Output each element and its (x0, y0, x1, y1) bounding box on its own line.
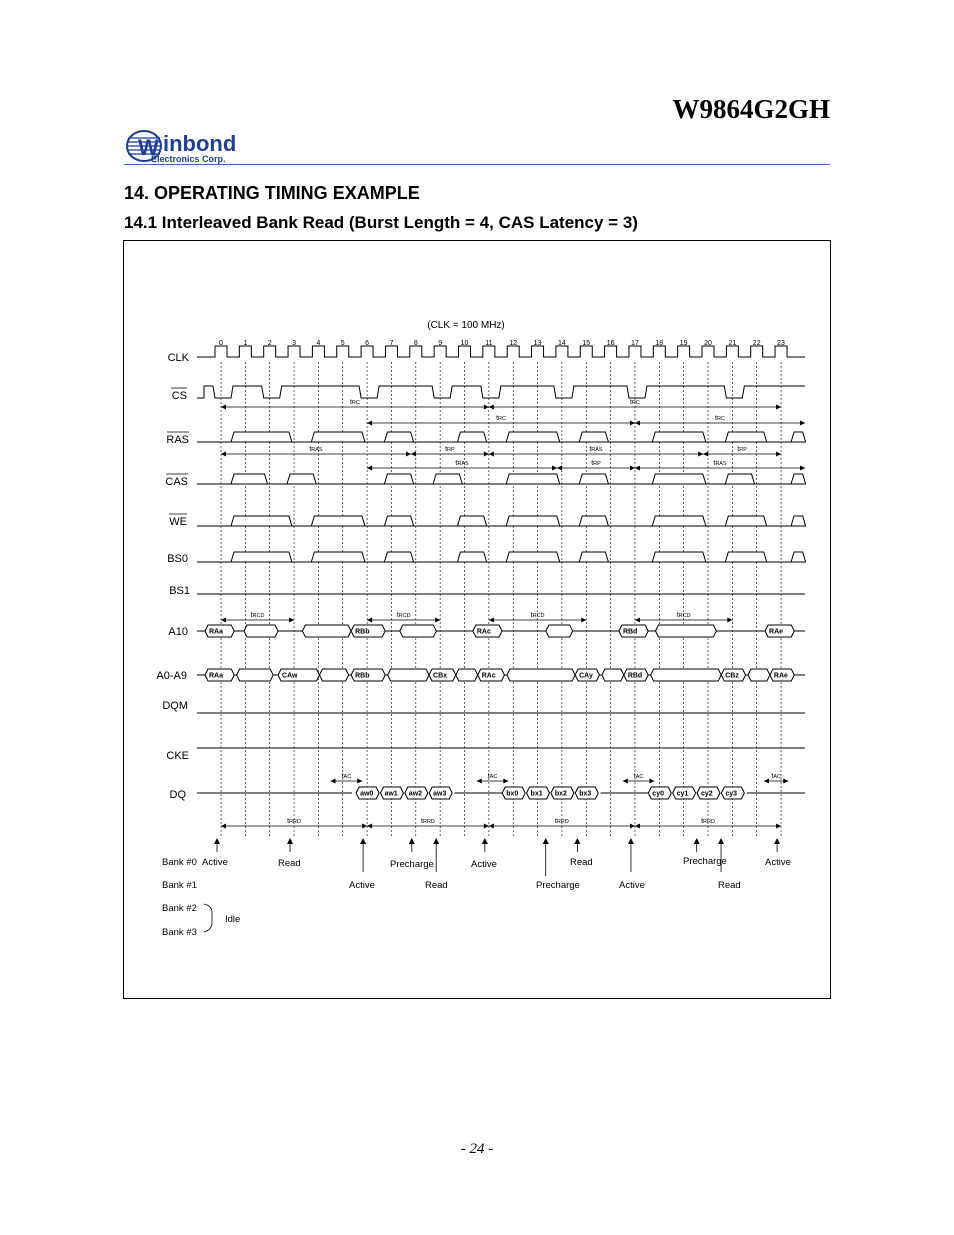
trrd-arrow-1-label: tRRD (287, 818, 301, 825)
dq-value: bx2 (554, 790, 567, 798)
active-low-overbars (166, 388, 189, 514)
ras-valid-window (506, 432, 560, 442)
svg-text:inbond: inbond (163, 131, 237, 156)
idle-bracket (204, 904, 212, 932)
signal-label-bs0: BS0 (167, 553, 188, 565)
we-valid-window (725, 516, 766, 526)
clock-number: 0 (219, 340, 223, 347)
clock-number: 4 (316, 340, 321, 347)
bs0-valid-window (311, 552, 365, 562)
addr-value: RAa (209, 672, 224, 680)
a10-value: RAe (769, 628, 784, 636)
tras-arrow-1-head-right (406, 452, 411, 457)
tras-arrow-3-head-right (552, 466, 557, 471)
trcd-arrow-2-label: tRCD (396, 612, 411, 619)
cmd-bank0-precharge-7: Precharge (390, 859, 434, 870)
trc-arrow-bank1-a-head-right (630, 421, 635, 426)
addr-cell (237, 669, 274, 681)
clock-number: 3 (292, 340, 297, 347)
trrd-arrow-1-head-left (221, 824, 226, 829)
tras-arrow-2-head-right (698, 452, 703, 457)
timing-arrows (221, 405, 805, 829)
tac-arrow-3-label: tAC (633, 773, 644, 780)
tac-arrow-2-head-right (503, 779, 508, 784)
command-arrow-head (574, 838, 580, 844)
we-valid-window (652, 516, 706, 526)
bs0-valid-window (579, 552, 608, 562)
trc-arrow-bank0-b-head-left (489, 405, 494, 410)
clock-number: 12 (509, 340, 518, 347)
trrd-arrow-3-label: tRRD (554, 818, 569, 825)
a10-cell (244, 625, 278, 637)
tac-arrow-4-label: tAC (771, 773, 781, 780)
trcd-arrow-2-head-left (367, 618, 372, 623)
dq-value: cy3 (725, 790, 738, 798)
dq-value: bx0 (506, 790, 519, 798)
addr-value: RAc (481, 672, 496, 680)
dq-value: cy2 (701, 790, 713, 798)
command-arrow-head (694, 838, 700, 844)
tras-arrow-4-label: tRAS (713, 460, 727, 467)
tac-arrow-4-head-right (783, 779, 788, 784)
dq-value: bx1 (530, 790, 543, 798)
addr-value: RAe (773, 672, 788, 680)
trc-arrow-bank0-b-head-right (776, 405, 781, 410)
trcd-arrow-4-label: tRCD (676, 612, 691, 619)
clock-number: 22 (752, 340, 761, 347)
clock-number: 8 (413, 340, 418, 347)
clock-number: 9 (438, 340, 443, 347)
cmd-bank0-active-0: Active (202, 857, 228, 868)
dq-value: cy1 (676, 790, 689, 798)
cmd-bank1-read-9: Read (425, 880, 448, 891)
command-arrow-head (360, 838, 366, 844)
bs0-valid-window (384, 552, 413, 562)
addr-value: RBb (355, 672, 370, 680)
cmd-bank1-read-21: Read (718, 880, 741, 891)
addr-cell (748, 669, 770, 681)
trc-arrow-bank0-a-label: tRC (349, 399, 360, 406)
cas-valid-window (384, 474, 413, 484)
bs0-valid-window (725, 552, 766, 562)
trcd-arrow-3-label: tRCD (530, 612, 545, 619)
clock-number: 14 (558, 340, 566, 347)
a10-cell (546, 625, 573, 637)
idle-label: Idle (225, 914, 241, 925)
ras-valid-window (457, 432, 486, 442)
a10-value: RBd (622, 628, 638, 636)
timing-labels (250, 399, 784, 825)
command-arrow-head (433, 838, 439, 844)
trrd-arrow-2-label: tRRD (421, 818, 435, 825)
trrd-arrow-4-label: tRRD (701, 818, 715, 825)
signal-label-a0-a9: A0-A9 (156, 670, 187, 682)
clock-number: 21 (728, 340, 737, 347)
command-arrow-head (543, 838, 549, 844)
bank0-label: Bank #0 (162, 857, 197, 868)
signal-label-we: WE (169, 516, 187, 528)
dq-value: cy0 (652, 790, 664, 798)
dq-value: aw2 (408, 790, 423, 798)
addr-value: RBd (627, 672, 643, 680)
cmd-bank0-active-11: Active (471, 859, 497, 870)
trrd-arrow-3-head-left (489, 824, 494, 829)
tras-arrow-1-label: tRAS (309, 446, 323, 453)
clock-number: 6 (365, 340, 370, 347)
trcd-arrow-2-head-right (435, 618, 440, 623)
clock-cycle-numbers (219, 340, 785, 347)
cas-valid-window (725, 474, 754, 484)
trc-arrow-bank1-b-head-right (800, 421, 805, 426)
dq-value: aw3 (433, 790, 447, 798)
command-arrow-head (482, 838, 488, 844)
addr-cell (319, 669, 348, 681)
a10-value: RAa (209, 628, 224, 636)
clock-number: 17 (631, 340, 639, 347)
clock-number: 7 (389, 340, 394, 347)
trrd-arrow-4-head-right (776, 824, 781, 829)
bs0-valid-window (791, 552, 806, 562)
tras-arrow-4-head-right (800, 466, 805, 471)
ras-valid-window (231, 432, 292, 442)
trc-arrow-bank1-a-head-left (367, 421, 372, 426)
trcd-arrow-1-label: tRCD (250, 612, 265, 619)
trcd-arrow-4-head-left (635, 618, 640, 623)
trrd-arrow-2-head-right (484, 824, 489, 829)
cmd-bank1-precharge-13: Precharge (536, 880, 580, 891)
clock-number: 2 (267, 340, 272, 347)
we-valid-window (384, 516, 413, 526)
trcd-arrow-1-head-left (221, 618, 226, 623)
trcd-arrow-3-head-left (489, 618, 494, 623)
clock-number: 23 (777, 340, 785, 347)
clk-waveform (197, 346, 805, 357)
tras-arrow-4-head-left (635, 466, 640, 471)
addr-value: CBz (725, 672, 739, 680)
addr-cell (388, 669, 429, 681)
tac-arrow-1-label: tAC (341, 773, 352, 780)
trrd-arrow-1-head-right (362, 824, 367, 829)
cas-valid-window (652, 474, 706, 484)
cmd-bank0-read-2: Read (278, 858, 301, 869)
addr-value: CAw (282, 672, 298, 680)
clock-number: 20 (704, 340, 712, 347)
cas-valid-window (506, 474, 560, 484)
a10-cell (302, 625, 351, 637)
a10-value: RAc (476, 628, 491, 636)
trp-arrow-2-head-left (703, 452, 708, 457)
clock-number: 11 (485, 340, 493, 347)
tac-arrow-2-label: tAC (487, 773, 498, 780)
signal-label-bs1: BS1 (169, 585, 190, 597)
signal-label-cs: CS (171, 390, 187, 402)
cmd-bank0-precharge-19: Precharge (683, 856, 727, 867)
cas-valid-window (287, 474, 316, 484)
clk-frequency-note: (CLK = 100 MHz) (427, 320, 505, 331)
trp-arrow-2-head-right (776, 452, 781, 457)
svg-text:Electronics Corp.: Electronics Corp. (151, 154, 226, 164)
trp-arrow-1-head-left (411, 452, 416, 457)
a10-value: RBb (355, 628, 370, 636)
addr-cell (602, 669, 624, 681)
command-arrow-head (409, 838, 415, 844)
we-valid-window (579, 516, 608, 526)
clock-number: 15 (582, 340, 591, 347)
trp-arrow-3-head-left (557, 466, 562, 471)
addr-value: CAy (579, 672, 593, 680)
ras-valid-window (791, 432, 806, 442)
trcd-arrow-3-head-right (581, 618, 586, 623)
dq-value: aw1 (384, 790, 398, 798)
cmd-bank1-active-6: Active (349, 880, 375, 891)
cmd-bank1-active-17: Active (619, 880, 645, 891)
we-valid-window (311, 516, 365, 526)
we-valid-window (231, 516, 292, 526)
tras-arrow-3-label: tRAS (455, 460, 469, 467)
tras-arrow-2-head-left (489, 452, 494, 457)
signal-label-dqm: DQM (162, 700, 188, 712)
part-number-title: W9864G2GH (672, 94, 830, 124)
addr-cell (507, 669, 575, 681)
tac-arrow-4-head-left (764, 779, 769, 784)
trc-arrow-bank1-b-label: tRC (715, 415, 725, 422)
bs0-valid-window (652, 552, 706, 562)
we-valid-window (457, 516, 486, 526)
ras-valid-window (652, 432, 706, 442)
trc-arrow-bank0-a-head-right (484, 405, 489, 410)
clock-number: 1 (243, 340, 248, 347)
trp-arrow-2-label: tRP (737, 446, 747, 453)
we-valid-window (506, 516, 560, 526)
clock-number: 18 (655, 340, 664, 347)
signal-label-a10: A10 (168, 626, 188, 638)
a10-cell (655, 625, 716, 637)
addr-value: CBx (433, 672, 448, 680)
clock-number: 13 (533, 340, 542, 347)
clock-number: 16 (606, 340, 615, 347)
tras-arrow-2-label: tRAS (589, 446, 603, 453)
clock-number: 19 (679, 340, 688, 347)
svg-text:W: W (138, 135, 159, 160)
addr-cell (456, 669, 478, 681)
tac-arrow-3-head-left (623, 779, 628, 784)
tac-arrow-1-head-left (331, 779, 336, 784)
dq-value: aw0 (360, 790, 374, 798)
command-arrow-head (718, 838, 724, 844)
section-title: 14. OPERATING TIMING EXAMPLE (124, 183, 420, 203)
cas-valid-window (231, 474, 268, 484)
trp-arrow-1-label: tRP (445, 446, 455, 453)
bank3-label: Bank #3 (162, 927, 197, 938)
clock-number: 5 (340, 340, 345, 347)
trc-arrow-bank1-a-label: tRC (496, 415, 506, 422)
command-arrow-head (628, 838, 634, 844)
trp-arrow-3-label: tRP (591, 460, 601, 467)
cs-waveform (197, 386, 805, 398)
ras-valid-window (384, 432, 413, 442)
cmd-bank0-read-14: Read (570, 857, 593, 868)
cmd-bank0-active-23: Active (765, 857, 791, 868)
cas-valid-window (791, 474, 806, 484)
tac-arrow-2-head-left (477, 779, 482, 784)
signal-waveforms (197, 346, 806, 799)
a10-cell (400, 625, 437, 637)
bs0-valid-window (457, 552, 486, 562)
trp-arrow-1-head-right (484, 452, 489, 457)
ras-valid-window (725, 432, 766, 442)
signal-label-cas: CAS (165, 476, 188, 488)
addr-cell (651, 669, 722, 681)
cas-valid-window (433, 474, 462, 484)
signal-label-dq: DQ (169, 789, 186, 801)
trrd-arrow-4-head-left (635, 824, 640, 829)
signal-label-clk: CLK (167, 352, 189, 364)
bs0-valid-window (506, 552, 560, 562)
command-arrow-head (214, 838, 220, 844)
tac-arrow-1-head-right (357, 779, 362, 784)
signal-label-ras: RAS (166, 434, 189, 446)
tac-arrow-3-head-right (649, 779, 654, 784)
bs0-valid-window (231, 552, 292, 562)
clock-number: 10 (460, 340, 469, 347)
trcd-arrow-4-head-right (727, 618, 732, 623)
signal-label-cke: CKE (166, 750, 189, 762)
trp-arrow-3-head-right (630, 466, 635, 471)
page-number: - 24 - (460, 1141, 494, 1157)
subsection-title: 14.1 Interleaved Bank Read (Burst Length = 4, CAS Latency = 3) (124, 213, 638, 232)
tras-arrow-3-head-left (367, 466, 372, 471)
trc-arrow-bank0-b-label: tRC (629, 399, 640, 406)
cas-valid-window (579, 474, 608, 484)
command-arrow-head (774, 838, 780, 844)
trrd-arrow-3-head-right (630, 824, 635, 829)
bank2-label: Bank #2 (162, 903, 197, 914)
trc-arrow-bank1-b-head-left (635, 421, 640, 426)
trrd-arrow-2-head-left (367, 824, 372, 829)
dq-value: bx3 (579, 790, 592, 798)
ras-valid-window (579, 432, 608, 442)
command-arrow-head (287, 838, 293, 844)
bank1-label: Bank #1 (162, 880, 197, 891)
trc-arrow-bank0-a-head-left (221, 405, 226, 410)
tras-arrow-1-head-left (221, 452, 226, 457)
ras-valid-window (311, 432, 365, 442)
trcd-arrow-1-head-right (289, 618, 294, 623)
we-valid-window (791, 516, 806, 526)
